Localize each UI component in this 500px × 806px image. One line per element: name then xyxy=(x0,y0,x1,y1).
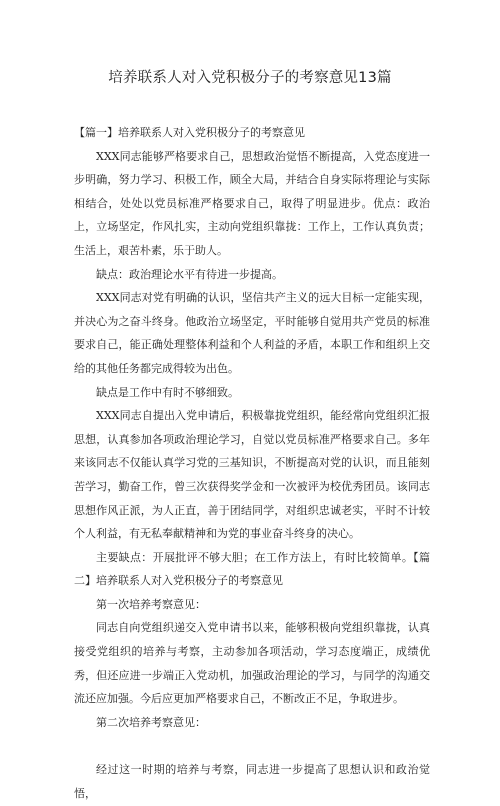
paragraph: 缺点：政治理论水平有待进一步提高。 xyxy=(96,267,283,281)
paragraph: XXX同志自提出入党申请后，积极靠拢党组织，能经常向党组织汇报思想，认真参加各项政治理论学习，自觉以党员标准严格要求自己。多年来该同志不仅能认真学习党的三基知识，不断提高对党的认识，而且能刻苦学习，勤奋工作，曾三次获得奖学金和一次被评为校优秀团员。该同志思想作风正派，为人正直，善于团结同学，对组织忠诚老实，平时不计较个人利益，有无私奉献精神和为党的事业奋斗终身的决心。 xyxy=(74,409,430,541)
paragraph: 同志自向党组织递交入党申请书以来，能够积极向党组织靠拢，认真接受党组织的培养与考察，主动参加各项活动，学习态度端正，成绩优秀，但还应进一步端正入党动机，加强政治理论的学习，与同学的沟通交流还应加强。今后应更加严格要求自己，不断改正不足，争取进步。 xyxy=(74,621,430,706)
paragraph: XXX同志能够严格要求自己，思想政治觉悟不断提高，入党态度进一步明确，努力学习、积极工作，顾全大局，并结合自身实际将理论与实际相结合，处处以党员标准严格要求自己，取得了明显进步。优点：政治上，立场坚定，作风扎实，主动向党组织靠拢：工作上，工作认真负责；生活上，艰苦朴素，乐于助人。 xyxy=(74,149,430,257)
paragraph: 缺点是工作中有时不够细致。 xyxy=(96,385,239,399)
subheading: 第一次培养考察意见： xyxy=(96,597,206,611)
section-heading-1: 【篇一】培养联系人对入党积极分子的考察意见 xyxy=(74,126,305,139)
document-title: 培养联系人对入党积极分子的考察意见13篇 xyxy=(108,70,392,86)
document-body xyxy=(74,121,430,806)
spacer xyxy=(74,734,430,758)
paragraph: 经过这一时期的培养与考察，同志进一步提高了思想认识和政治觉悟， xyxy=(74,763,430,801)
subheading: 第二次培养考察意见： xyxy=(96,715,206,729)
paragraph: 主要缺点：开展批评不够大胆；在工作方法上，有时比较简单。【篇二】培养联系人对入党积极分子的考察意见 xyxy=(74,550,430,588)
paragraph: XXX同志对党有明确的认识，坚信共产主义的远大目标一定能实现，并决心为之奋斗终身。他政治立场坚定，平时能够自觉用共产党员的标准要求自己，能正确处理整体利益和个人利益的矛盾，本职工作和组织上交给的其他任务都完成得较为出色。 xyxy=(74,291,430,375)
